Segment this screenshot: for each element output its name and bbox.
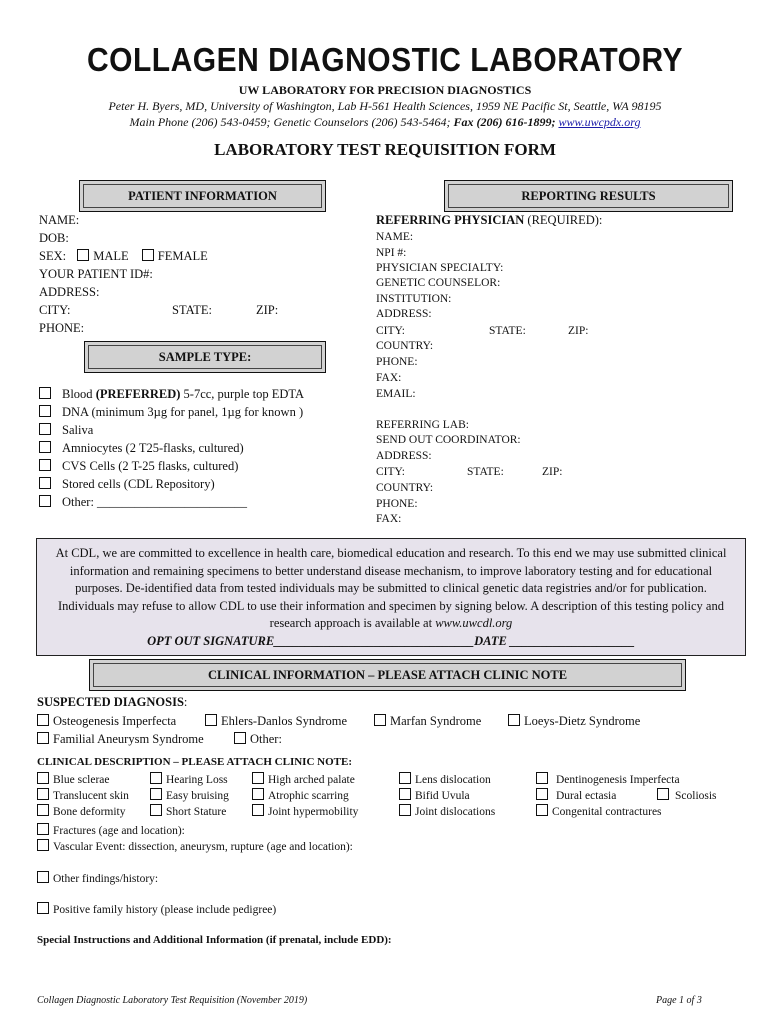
congenital-option [536, 804, 662, 818]
atrophic-label: Atrophic scarring [268, 790, 349, 802]
scoliosis-label: Scoliosis [675, 790, 717, 802]
other-diagnosis-option [234, 732, 282, 747]
oi-label: Osteogenesis Imperfecta [53, 714, 177, 728]
scoliosis-checkbox[interactable] [657, 788, 669, 800]
female-label: FEMALE [157, 249, 208, 263]
female-checkbox[interactable] [142, 249, 154, 261]
suspected-colon: : [183, 695, 188, 709]
uw-lab-line: UW LABORATORY FOR PRECISION DIAGNOSTICS [238, 83, 532, 97]
translucent-label: Translucent skin [53, 790, 129, 802]
loeys-label: Loeys-Dietz Syndrome [524, 714, 641, 728]
reporting-results-header: REPORTING RESULTS [444, 180, 733, 212]
clinical-description-label: CLINICAL DESCRIPTION – PLEASE ATTACH CLINIC NOTE: [37, 756, 352, 768]
atrophic-option [252, 788, 349, 802]
high-palate-option [252, 772, 355, 786]
sample-cvs [39, 459, 238, 474]
atrophic-checkbox[interactable] [252, 788, 264, 800]
eds-option [205, 714, 347, 729]
male-label: MALE [93, 249, 129, 263]
patient-id-label: YOUR PATIENT ID#: [39, 267, 153, 281]
bone-def-label: Bone deformity [53, 806, 126, 818]
marfan-label: Marfan Syndrome [390, 714, 482, 728]
marfan-option [374, 714, 481, 729]
referring-physician-title: REFERRING PHYSICIAN [376, 213, 525, 227]
physician-name-label: NAME: [376, 231, 414, 243]
fractures-option [37, 823, 185, 837]
footer-page-number: Page 1 of 3 [656, 995, 702, 1006]
sample-type-header: SAMPLE TYPE: [84, 341, 326, 373]
joint-disl-label: Joint dislocations [415, 806, 496, 818]
special-instructions-label: Special Instructions and Additional Information (if prenatal, include EDD): [37, 934, 392, 946]
fractures-label: Fractures (age and location): [53, 825, 185, 837]
high-palate-label: High arched palate [268, 774, 355, 786]
family-history-option [37, 902, 276, 916]
suspected-diagnosis-title: SUSPECTED DIAGNOSIS [37, 695, 184, 709]
patient-city-label: CITY: [39, 303, 71, 317]
physician-fax-label: FAX: [376, 372, 402, 384]
bruising-label: Easy bruising [166, 790, 229, 802]
high-palate-checkbox[interactable] [252, 772, 264, 784]
marfan-checkbox[interactable] [374, 714, 386, 726]
patient-information-header: PATIENT INFORMATION [79, 180, 326, 212]
suspected-diagnosis-label [37, 695, 187, 710]
form-title: LABORATORY TEST REQUISITION FORM [214, 140, 556, 159]
patient-phone-label: PHONE: [39, 321, 85, 335]
lab-phone-label: PHONE: [376, 498, 418, 510]
counselor-label: GENETIC COUNSELOR: [376, 277, 501, 289]
referring-lab-label: REFERRING LAB: [376, 419, 469, 431]
joint-disl-checkbox[interactable] [399, 804, 411, 816]
patient-sex-row [39, 249, 208, 264]
dna-label: DNA (minimum 3µg for panel, 1µg for known ) [62, 405, 304, 419]
opt-out-text [47, 545, 735, 651]
physician-state-label: STATE: [489, 325, 526, 337]
dural-option [536, 788, 616, 802]
sex-label: SEX: [39, 249, 67, 263]
vascular-checkbox[interactable] [37, 839, 49, 851]
other-sample-label: Other: ________________________ [62, 495, 248, 509]
loeys-option [508, 714, 640, 729]
dentino-checkbox[interactable] [536, 772, 548, 784]
cvs-label: CVS Cells (2 T-25 flasks, cultured) [62, 459, 239, 473]
lab-state-label: STATE: [467, 466, 504, 478]
lens-option [399, 772, 491, 786]
eds-checkbox[interactable] [205, 714, 217, 726]
bone-def-option [37, 804, 126, 818]
dural-label: Dural ectasia [556, 790, 617, 802]
faa-checkbox[interactable] [37, 732, 49, 744]
vascular-option [37, 839, 353, 853]
other-findings-checkbox[interactable] [37, 871, 49, 883]
bruising-option [150, 788, 229, 802]
send-out-label: SEND OUT COORDINATOR: [376, 434, 521, 446]
bruising-checkbox[interactable] [150, 788, 162, 800]
scoliosis-option [657, 788, 717, 802]
npi-label: NPI #: [376, 247, 407, 259]
stored-label: Stored cells (CDL Repository) [62, 477, 215, 491]
loeys-checkbox[interactable] [508, 714, 520, 726]
referring-physician-label [376, 213, 602, 228]
blood-preferred: (PREFERRED) [95, 387, 181, 401]
cvs-checkbox[interactable] [39, 459, 51, 471]
lab-country-label: COUNTRY: [376, 482, 434, 494]
main-phone: Main Phone (206) 543-0459; Genetic Counselors (206) 543-5464; [129, 115, 451, 129]
phone-line [0, 115, 770, 130]
patient-address-label: ADDRESS: [39, 285, 100, 299]
hearing-loss-option [150, 772, 228, 786]
clinical-information-header: CLINICAL INFORMATION – PLEASE ATTACH CLINIC NOTE [89, 659, 686, 691]
short-checkbox[interactable] [150, 804, 162, 816]
website-link[interactable]: www.uwcpdx.org [558, 115, 641, 129]
dentino-option [536, 772, 680, 786]
stored-checkbox[interactable] [39, 477, 51, 489]
required-note: (REQUIRED): [524, 213, 603, 227]
sample-other [39, 495, 247, 510]
joint-hyper-label: Joint hypermobility [268, 806, 359, 818]
joint-hyper-checkbox[interactable] [252, 804, 264, 816]
lab-name-title: COLLAGEN DIAGNOSTIC LABORATORY [86, 42, 684, 79]
fax-number: Fax (206) 616-1899; [453, 115, 556, 129]
opt-out-signature-line[interactable]: OPT OUT SIGNATURE________________________________DATE ____________________ [147, 633, 635, 648]
other-sample-checkbox[interactable] [39, 495, 51, 507]
sample-stored [39, 477, 215, 492]
bone-def-checkbox[interactable] [37, 804, 49, 816]
specialty-label: PHYSICIAN SPECIALTY: [376, 262, 504, 274]
sample-saliva [39, 423, 93, 438]
congenital-label: Congenital contractures [552, 806, 662, 818]
congenital-checkbox[interactable] [536, 804, 548, 816]
saliva-checkbox[interactable] [39, 423, 51, 435]
physician-address-label: ADDRESS: [376, 308, 432, 320]
male-checkbox[interactable] [77, 249, 89, 261]
blood-label: Blood [62, 387, 96, 401]
faa-label: Familial Aneurysm Syndrome [53, 732, 204, 746]
joint-disl-option [399, 804, 495, 818]
oi-option [37, 714, 176, 729]
physician-email-label: EMAIL: [376, 388, 416, 400]
blue-sclerae-option [37, 772, 110, 786]
amniocytes-label: Amniocytes (2 T25-flasks, cultured) [62, 441, 244, 455]
blood-checkbox[interactable] [39, 387, 51, 399]
blood-detail: 5-7cc, purple top EDTA [180, 387, 305, 401]
joint-hyper-option [252, 804, 358, 818]
sample-amniocytes [39, 441, 244, 456]
blue-sclerae-label: Blue sclerae [53, 774, 110, 786]
physician-country-label: COUNTRY: [376, 340, 434, 352]
opt-out-paragraph: At CDL, we are committed to excellence in health care, biomedical education and research. To this end we may use submitted clinical information and remaining specimens to better understand disease mechanism, to improve laboratory testing and for educational purposes. De-identified data from tested individuals may be submitted to clinical genetic data registries and/or for publication. Individuals may refuse to allow CDL to use their information and specimen by signing below. A description of this testing policy and research approach is available at [55, 546, 727, 631]
blue-sclerae-checkbox[interactable] [37, 772, 49, 784]
oi-checkbox[interactable] [37, 714, 49, 726]
lab-zip-label: ZIP: [542, 466, 563, 478]
patient-name-label: NAME: [39, 213, 80, 227]
other-diagnosis-label: Other: [250, 732, 282, 746]
physician-zip-label: ZIP: [568, 325, 589, 337]
opt-out-box [36, 538, 746, 656]
sample-blood [39, 387, 304, 402]
family-history-label: Positive family history (please include pedigree) [53, 904, 277, 916]
translucent-option [37, 788, 129, 802]
hearing-loss-checkbox[interactable] [150, 772, 162, 784]
patient-state-label: STATE: [172, 303, 212, 317]
institution-label: INSTITUTION: [376, 293, 452, 305]
bifid-checkbox[interactable] [399, 788, 411, 800]
other-diagnosis-checkbox[interactable] [234, 732, 246, 744]
footer-doc-title: Collagen Diagnostic Laboratory Test Requisition (November 2019) [37, 995, 308, 1006]
faa-option [37, 732, 204, 747]
lens-checkbox[interactable] [399, 772, 411, 784]
lab-fax-label: FAX: [376, 513, 402, 525]
lab-address-label: ADDRESS: [376, 450, 432, 462]
saliva-label: Saliva [62, 423, 94, 437]
other-findings-option [37, 871, 158, 885]
dural-checkbox[interactable] [536, 788, 548, 800]
physician-city-label: CITY: [376, 325, 405, 337]
family-history-checkbox[interactable] [37, 902, 49, 914]
patient-zip-label: ZIP: [256, 303, 279, 317]
lens-label: Lens dislocation [415, 774, 491, 786]
short-label: Short Stature [166, 806, 227, 818]
sample-dna [39, 405, 303, 420]
vascular-label: Vascular Event: dissection, aneurysm, rupture (age and location): [53, 841, 353, 853]
translucent-checkbox[interactable] [37, 788, 49, 800]
hearing-loss-label: Hearing Loss [166, 774, 228, 786]
address-line: Peter H. Byers, MD, University of Washington, Lab H-561 Health Sciences, 1959 NE Pacific St, Seattle, WA 98195 [108, 99, 662, 113]
dna-checkbox[interactable] [39, 405, 51, 417]
fractures-checkbox[interactable] [37, 823, 49, 835]
opt-out-link[interactable]: www.uwcdl.org [435, 616, 513, 631]
patient-dob-label: DOB: [39, 231, 69, 245]
short-option [150, 804, 226, 818]
amniocytes-checkbox[interactable] [39, 441, 51, 453]
bifid-label: Bifid Uvula [415, 790, 470, 802]
eds-label: Ehlers-Danlos Syndrome [221, 714, 348, 728]
bifid-option [399, 788, 470, 802]
physician-phone-label: PHONE: [376, 356, 418, 368]
dentino-label: Dentinogenesis Imperfecta [556, 774, 680, 786]
other-findings-label: Other findings/history: [53, 873, 159, 885]
lab-city-label: CITY: [376, 466, 405, 478]
